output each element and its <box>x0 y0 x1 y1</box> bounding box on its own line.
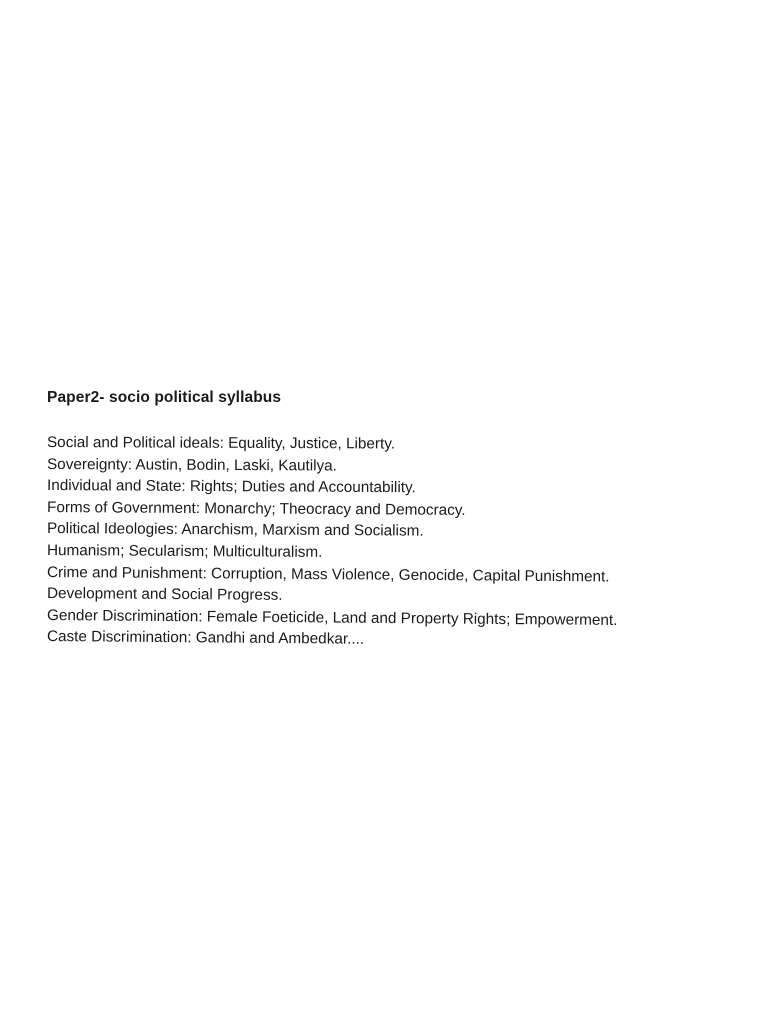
syllabus-line: Gender Discrimination: Female Foeticide, Land and Property Rights; Empowerment. <box>46 606 618 629</box>
syllabus-line: Crime and Punishment: Corruption, Mass Violence, Genocide, Capital Punishment. <box>46 563 610 585</box>
syllabus-line: Caste Discrimination: Gandhi and Ambedkar.... <box>46 628 365 649</box>
syllabus-line: Development and Social Progress. <box>46 585 283 605</box>
syllabus-line: Social and Political ideals: Equality, Justice, Liberty. <box>46 434 396 453</box>
syllabus-line: Sovereignty: Austin, Bodin, Laski, Kautilya. <box>46 455 338 475</box>
syllabus-line: Individual and State: Rights; Duties and Accountability. <box>46 477 416 497</box>
syllabus-line: Humanism; Secularism; Multiculturalism. <box>46 541 323 561</box>
syllabus-line: Political Ideologies: Anarchism, Marxism and Socialism. <box>46 520 424 541</box>
syllabus-line: Forms of Government: Monarchy; Theocracy and Democracy. <box>46 498 466 519</box>
document-title: Paper2- socio political syllabus <box>47 389 282 406</box>
syllabus-list <box>47 432 618 648</box>
